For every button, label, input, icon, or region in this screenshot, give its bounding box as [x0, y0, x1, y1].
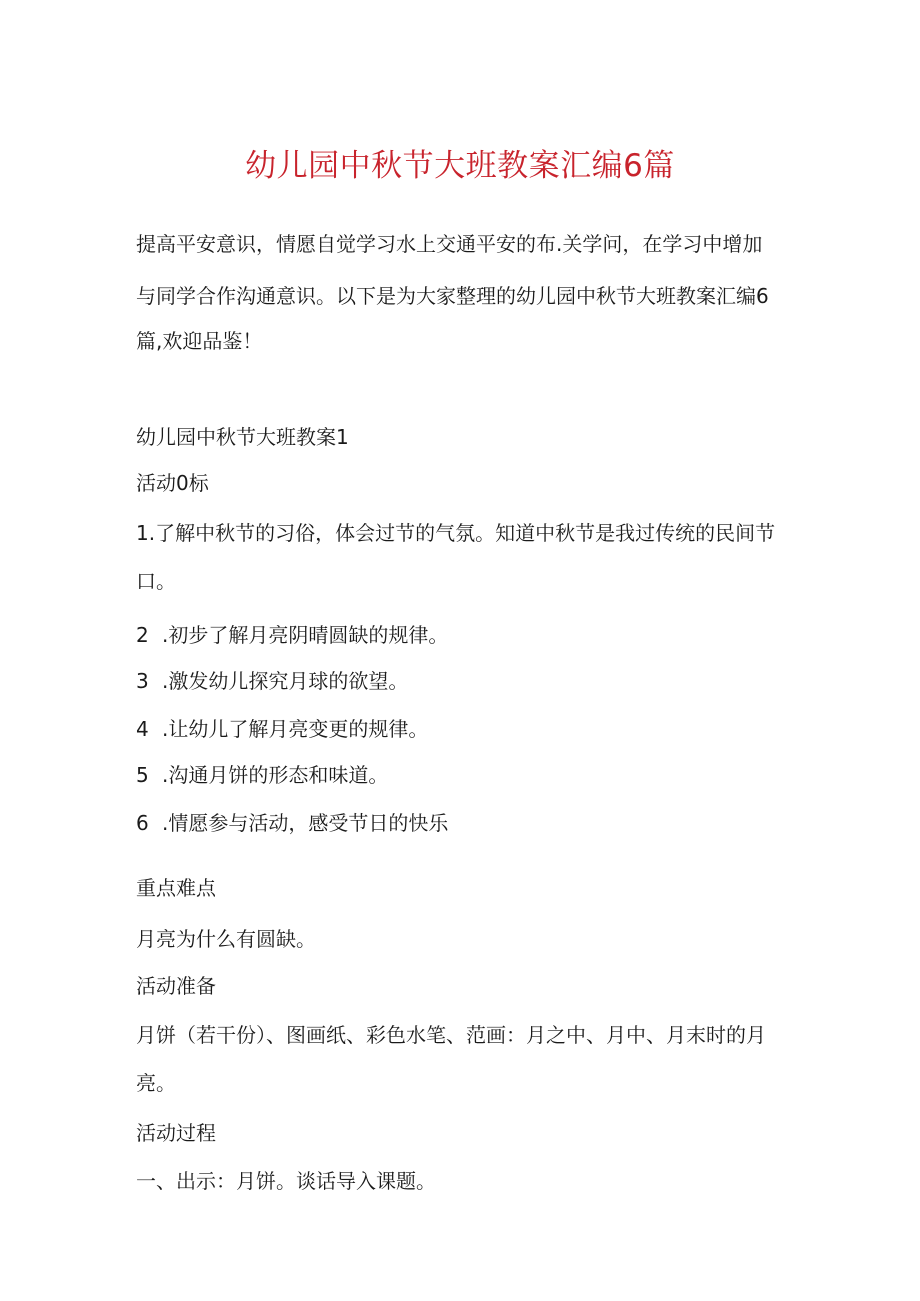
process-step-1: 一、出示：月饼。谈话导入课题。: [136, 1169, 436, 1193]
goal-number: 5: [136, 763, 149, 787]
goal-item-4: [136, 714, 796, 744]
key-heading: 重点难点: [136, 876, 216, 900]
goal-text: .沟通月饼的形态和味道。: [162, 763, 389, 787]
goal-text: .初步了解月亮阴晴圆缺的规律。: [162, 623, 449, 647]
prep-line-2: 亮。: [136, 1071, 176, 1095]
goal-text: .激发幼儿探究月球的欲望。: [162, 669, 409, 693]
process-heading: 活动过程: [136, 1121, 216, 1145]
prep-heading: 活动准备: [136, 974, 216, 998]
goal-item-2: [136, 620, 796, 650]
intro-line-3: 篇,欢迎品鉴！: [136, 329, 263, 353]
section-title: 幼儿园中秋节大班教案1: [136, 425, 349, 449]
goal-number: 2: [136, 623, 149, 647]
document-title: 幼儿园中秋节大班教案汇编6篇: [245, 148, 675, 184]
goal-number: 4: [136, 717, 149, 741]
goal-heading: 活动0标: [136, 471, 209, 495]
goal-item-5: [136, 760, 796, 790]
goal-item-6: [136, 808, 796, 838]
prep-line-1: 月饼（若干份）、图画纸、彩色水笔、范画：月之中、月中、月末时的月: [136, 1023, 766, 1047]
goal-number: 6: [136, 811, 149, 835]
goal-item-1-continued: 口。: [136, 569, 176, 593]
goal-number: 3: [136, 669, 149, 693]
goal-item-1: 1.了解中秋节的习俗，体会过节的气氛。知道中秋节是我过传统的民间节: [136, 521, 776, 545]
intro-line-2: 与同学合作沟通意识。以下是为大家整理的幼儿园中秋节大班教案汇编6: [136, 284, 769, 308]
goal-item-3: [136, 666, 796, 696]
goal-text: .情愿参与活动，感受节日的快乐: [162, 811, 449, 835]
goal-text: .让幼儿了解月亮变更的规律。: [162, 717, 429, 741]
key-text: 月亮为什么有圆缺。: [136, 927, 316, 951]
intro-line-1: 提高平安意识，情愿自觉学习水上交通平安的布.关学问，在学习中增加: [136, 232, 763, 256]
